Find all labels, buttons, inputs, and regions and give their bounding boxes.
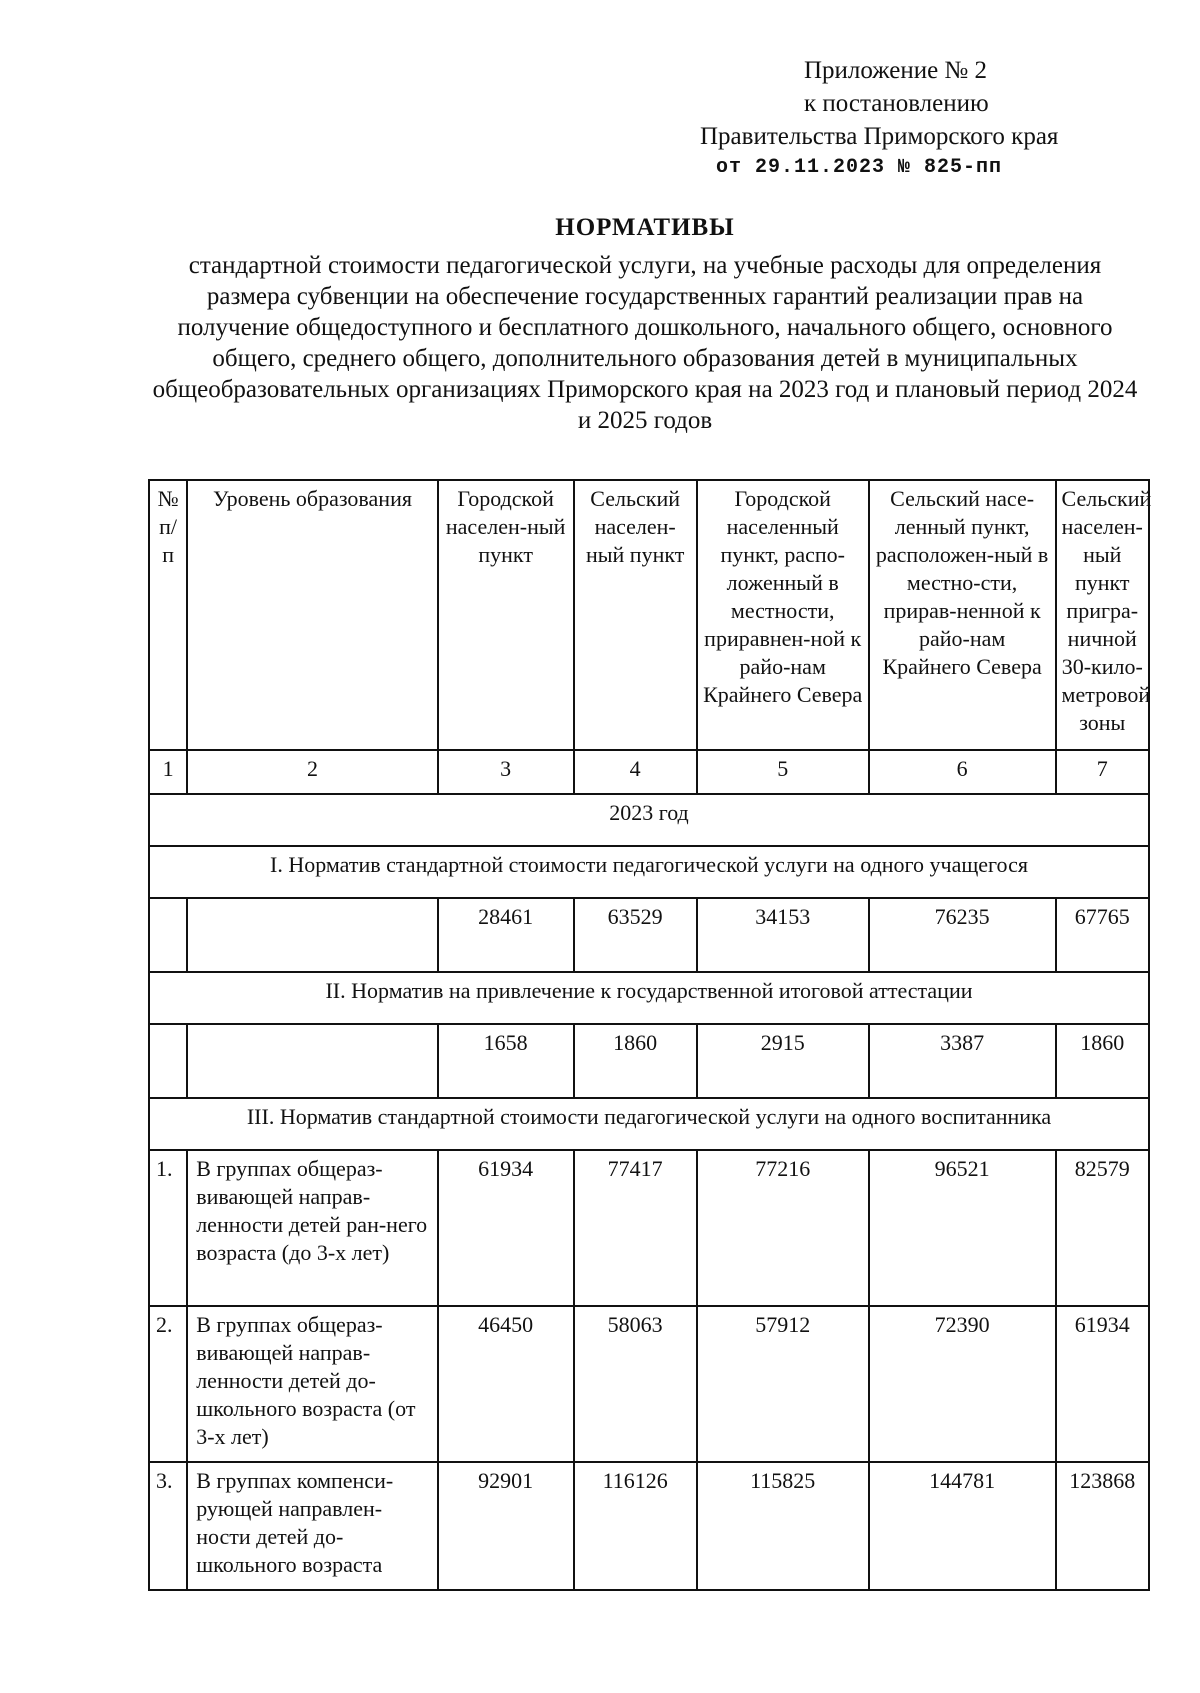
header-cell-rural-north: Сельский насе-ленный пункт, расположен-ный в местно-сти, прирав-ненной к райо-нам Крайнего Севера: [869, 480, 1056, 750]
value-cell: 1860: [1056, 1024, 1149, 1098]
value-cell: 58063: [574, 1306, 697, 1462]
value-cell: 46450: [438, 1306, 574, 1462]
value-cell: 123868: [1056, 1462, 1149, 1590]
table-header-row: [149, 480, 1149, 750]
column-number: 7: [1056, 750, 1149, 794]
value-cell: 116126: [574, 1462, 697, 1590]
value-cell: 144781: [869, 1462, 1056, 1590]
header-cell-number: № п/п: [149, 480, 187, 750]
value-cell: 92901: [438, 1462, 574, 1590]
year-row: [149, 794, 1149, 846]
value-cell: 28461: [438, 898, 574, 972]
row-number: 2.: [149, 1306, 187, 1462]
appendix-government: Правительства Приморского края: [700, 123, 1059, 150]
value-cell: 77417: [574, 1150, 697, 1306]
column-number: 6: [869, 750, 1056, 794]
value-cell: 115825: [697, 1462, 869, 1590]
value-cell: 34153: [697, 898, 869, 972]
value-cell: 67765: [1056, 898, 1149, 972]
value-cell: 76235: [869, 898, 1056, 972]
value-cell: 77216: [697, 1150, 869, 1306]
value-cell: 72390: [869, 1306, 1056, 1462]
column-number-row: [149, 750, 1149, 794]
value-cell: 2915: [697, 1024, 869, 1098]
document-subtitle: стандартной стоимости педагогической услуги, на учебные расходы для определения размера субвенции на обеспечение государственных гарантий реализации прав на получение общедоступного и бесплатного дошкольного, начального общего, основного общего, среднего общего, дополнительного образования детей в муниципальных общеобразовательных организациях Приморского края на 2023 год и плановый период 2024 и 2025 годов: [152, 252, 1138, 434]
section-2-title-row: [149, 972, 1149, 1024]
header-cell-urban-north: Городской населенный пункт, распо-ложенный в местности, приравнен-ной к райо-нам Крайнего Севера: [697, 480, 869, 750]
value-cell: 63529: [574, 898, 697, 972]
value-cell: 82579: [1056, 1150, 1149, 1306]
table-row: [149, 1150, 1149, 1306]
row-number: 3.: [149, 1462, 187, 1590]
empty-cell: [149, 1024, 187, 1098]
appendix-block: [700, 54, 1160, 183]
year-label: 2023 год: [149, 794, 1149, 846]
header-cell-rural: Сельский населен-ный пункт: [574, 480, 697, 750]
header-cell-level: Уровень образования: [187, 480, 438, 750]
header-cell-urban: Городской населен-ный пункт: [438, 480, 574, 750]
value-cell: 61934: [1056, 1306, 1149, 1462]
row-number: 1.: [149, 1150, 187, 1306]
table-row: [149, 1306, 1149, 1462]
appendix-to-resolution: к постановлению: [804, 90, 989, 117]
column-number: 2: [187, 750, 438, 794]
row-level: В группах компенси-рующей направлен-ности детей до-школьного возраста: [187, 1462, 438, 1590]
value-cell: 61934: [438, 1150, 574, 1306]
section-3-title: III. Норматив стандартной стоимости педагогической услуги на одного воспитанника: [149, 1098, 1149, 1150]
norms-table: [148, 479, 1150, 1591]
value-cell: 96521: [869, 1150, 1056, 1306]
appendix-number: Приложение № 2: [804, 57, 988, 84]
document-title: НОРМАТИВЫ: [555, 214, 735, 241]
row-level: В группах общераз-вивающей направ-ленности детей ран-него возраста (до 3-х лет): [187, 1150, 438, 1306]
section-3-title-row: [149, 1098, 1149, 1150]
value-cell: 57912: [697, 1306, 869, 1462]
header-cell-rural-border: Сельский населен-ный пункт пригра-ничной 30-кило-метровой зоны: [1056, 480, 1149, 750]
empty-cell: [187, 1024, 438, 1098]
column-number: 3: [438, 750, 574, 794]
table-row: [149, 1462, 1149, 1590]
empty-cell: [149, 898, 187, 972]
column-number: 5: [697, 750, 869, 794]
empty-cell: [187, 898, 438, 972]
appendix-date-number: от 29.11.2023 № 825-пп: [716, 156, 1003, 179]
column-number: 1: [149, 750, 187, 794]
section-2-title: II. Норматив на привлечение к государственной итоговой аттестации: [149, 972, 1149, 1024]
row-level: В группах общераз-вивающей направ-ленности детей до-школьного возраста (от 3-х лет): [187, 1306, 438, 1462]
section-1-title: I. Норматив стандартной стоимости педагогической услуги на одного учащегося: [149, 846, 1149, 898]
value-cell: 1658: [438, 1024, 574, 1098]
column-number: 4: [574, 750, 697, 794]
value-cell: 3387: [869, 1024, 1056, 1098]
section-1-title-row: [149, 846, 1149, 898]
section-2-values-row: [149, 1024, 1149, 1098]
value-cell: 1860: [574, 1024, 697, 1098]
section-1-values-row: [149, 898, 1149, 972]
